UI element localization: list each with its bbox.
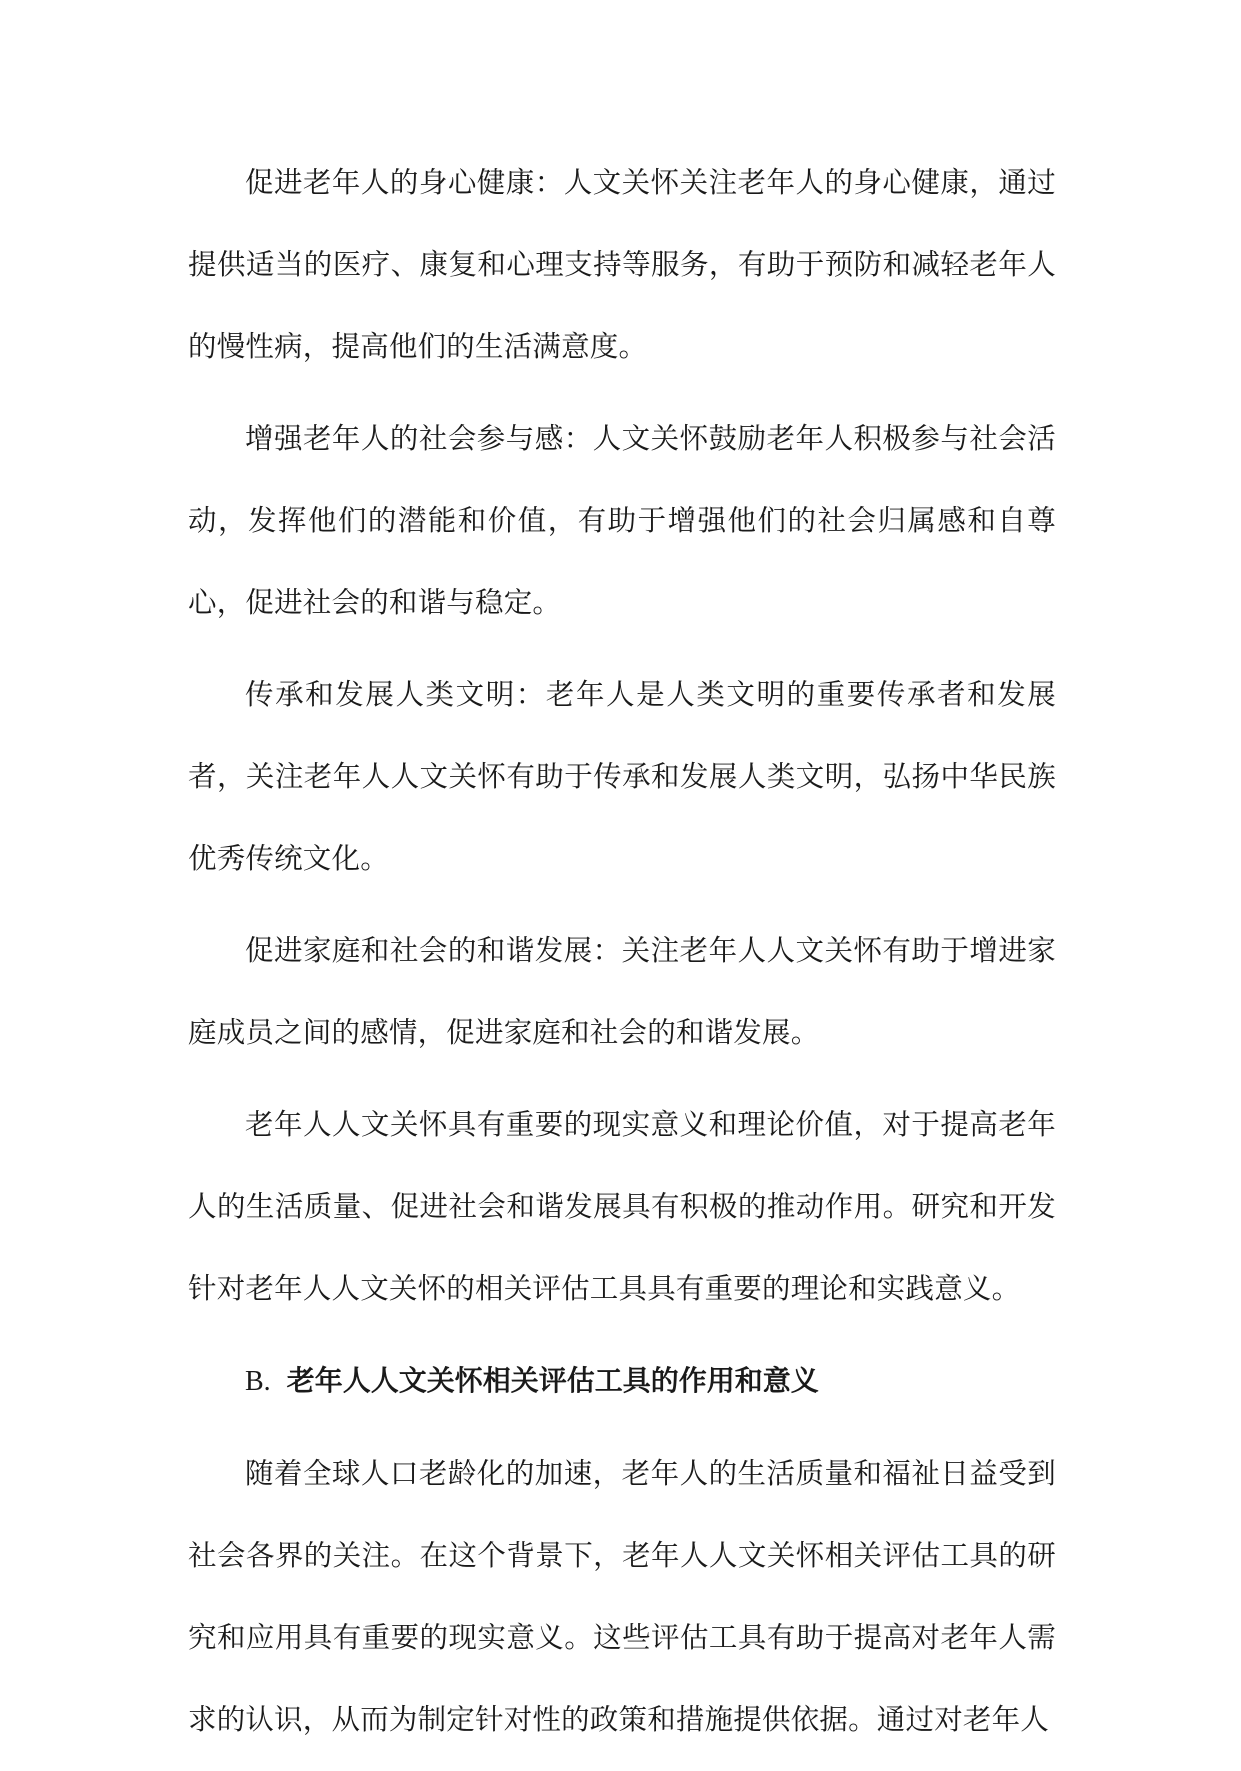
paragraph-section-intro: 随着全球人口老龄化的加速，老年人的生活质量和福祉日益受到社会各界的关注。在这个背景下，老年人人文关怀相关评估工具的研究和应用具有重要的现实意义。这些评估工具有助于提高对老年人需求的认识，从而为制定针对性的政策和措施提供依据。通过对老年人 [188, 1457, 1056, 1736]
paragraph-social-participation: 增强老年人的社会参与感：人文关怀鼓励老年人积极参与社会活动，发挥他们的潜能和价值，有助于增强他们的社会归属感和自尊心，促进社会的和谐与稳定。 [188, 422, 1056, 619]
paragraph-physical-mental-health: 促进老年人的身心健康：人文关怀关注老年人的身心健康，通过提供适当的医疗、康复和心理支持等服务，有助于预防和减轻老年人的慢性病，提高他们的生活满意度。 [188, 166, 1056, 363]
section-heading [188, 1340, 1056, 1423]
section-title: 老年人人文关怀相关评估工具的作用和意义 [286, 1364, 819, 1397]
paragraph-summary: 老年人人文关怀具有重要的现实意义和理论价值，对于提高老年人的生活质量、促进社会和谐发展具有积极的推动作用。研究和开发针对老年人人文关怀的相关评估工具具有重要的理论和实践意义。 [188, 1108, 1056, 1305]
document-body [188, 142, 1056, 1771]
paragraph-family-harmony: 促进家庭和社会的和谐发展：关注老年人人文关怀有助于增进家庭成员之间的感情，促进家庭和社会的和谐发展。 [188, 934, 1056, 1049]
paragraph-civilization-heritage: 传承和发展人类文明：老年人是人类文明的重要传承者和发展者，关注老年人人文关怀有助于传承和发展人类文明，弘扬中华民族优秀传统文化。 [188, 678, 1056, 875]
section-label: B. [245, 1366, 271, 1397]
